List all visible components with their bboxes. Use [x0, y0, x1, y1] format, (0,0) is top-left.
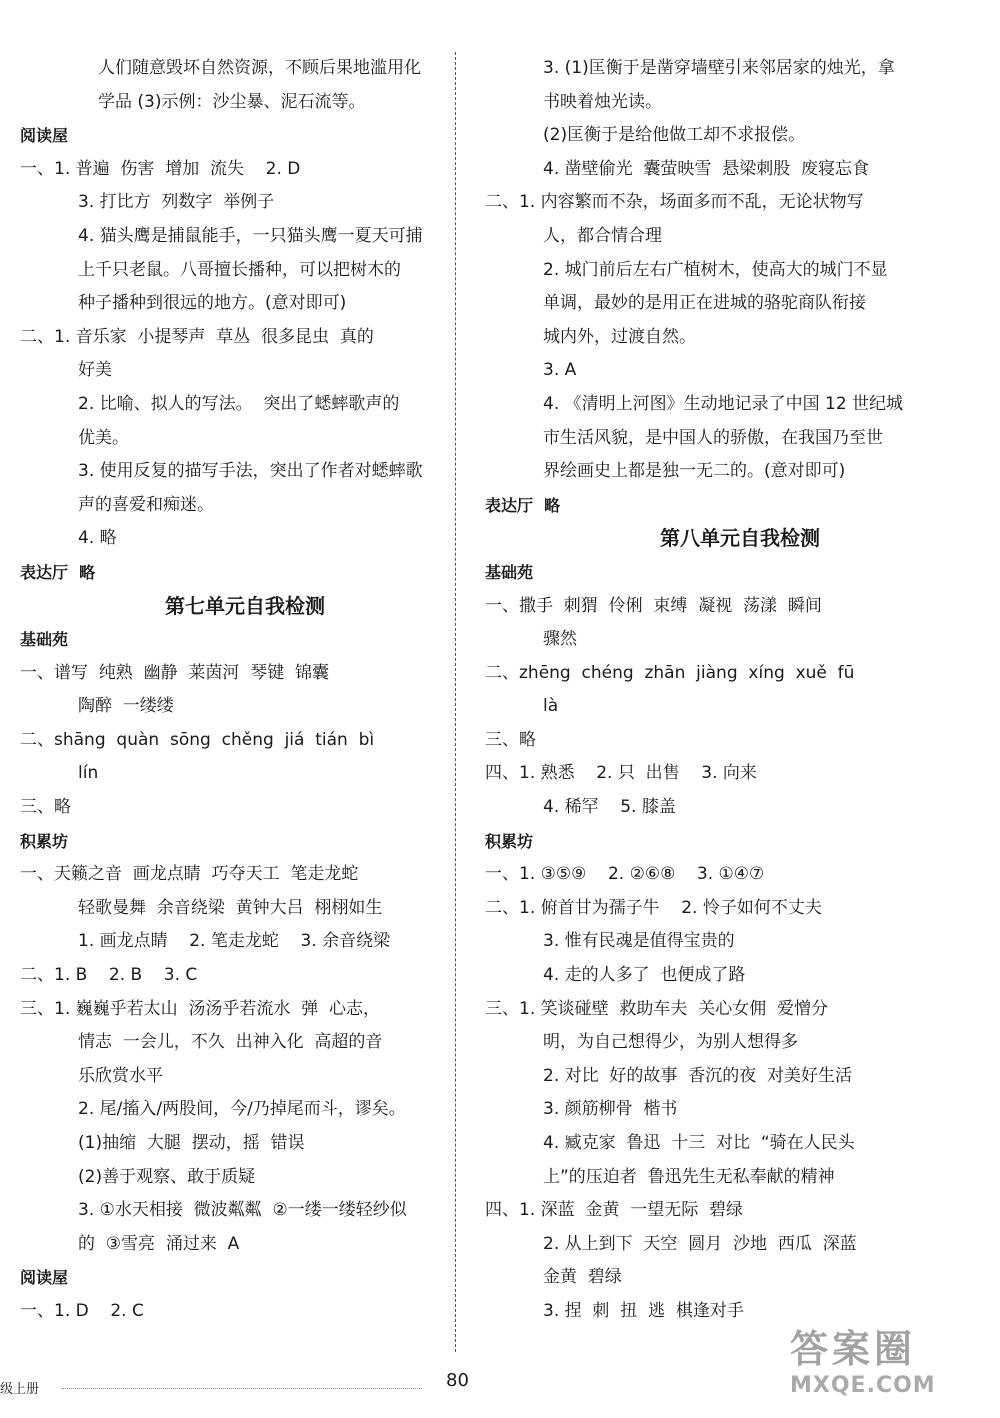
answer-line: 明，为自己想得少，为别人想得多	[543, 1032, 798, 1053]
section-heading: 积累坊	[20, 831, 69, 851]
section-heading: 阅读屋	[20, 1268, 69, 1288]
answer-line: là	[543, 696, 559, 717]
answer-line: 2. 城门前后左右广植树木，使高大的城门不显	[543, 259, 888, 280]
answer-line: 声的喜爱和痴迷。	[78, 494, 214, 515]
answer-line: 二、1. 俯首甘为孺子牛 2. 怜子如何不丈夫	[485, 897, 822, 918]
answer-line: 三、1. 巍巍乎若太山 汤汤乎若流水 弹 心志，	[20, 998, 381, 1019]
section-heading: 表达厅 略	[485, 495, 561, 515]
answer-line: 3. 捏 刺 扭 逃 棋逢对手	[543, 1300, 744, 1321]
answer-line: 市生活风貌，是中国人的骄傲，在我国乃至世	[543, 427, 883, 448]
answer-line: 4. 猫头鹰是捕鼠能手，一只猫头鹰一夏天可捕	[78, 225, 423, 246]
answer-line: 三、略	[485, 729, 536, 750]
answer-line: 4. 《清明上河图》生动地记录了中国 12 世纪城	[543, 393, 904, 414]
answer-line: 2. 比喻、拟人的写法。 突出了蟋蟀歌声的	[78, 393, 400, 414]
answer-line: 2. 对比 好的故事 香沉的夜 对美好生活	[543, 1065, 853, 1086]
answer-line: 二、zhēng chéng zhān jiàng xíng xuě fū	[485, 662, 855, 683]
answer-line: 2. 尾/搐入/两股间，今/乃掉尾而斗，谬矣。	[78, 1099, 406, 1120]
answer-line: 3. A	[543, 360, 577, 381]
section-heading: 积累坊	[485, 831, 534, 851]
footer-grade-label: 级上册	[0, 1382, 40, 1397]
answer-line: 二、1. 内容繁而不杂，场面多而不乱，无论状物写	[485, 192, 864, 213]
unit-title: 第八单元自我检测	[660, 526, 820, 551]
column-divider	[455, 52, 456, 1352]
answer-line: 3. 惟有民魂是值得宝贵的	[543, 931, 735, 952]
answer-line: (2)善于观察、敢于质疑	[78, 1166, 256, 1187]
left-column	[20, 52, 440, 1329]
answer-line: 人，都合情合理	[543, 225, 662, 246]
section-heading: 基础苑	[20, 630, 69, 650]
answer-line: 一、1. D 2. C	[20, 1300, 144, 1321]
section-heading: 阅读屋	[20, 126, 69, 146]
answer-line: 3. 颜筋柳骨 楷书	[543, 1099, 678, 1120]
answer-line: 的 ③雪亮 涌过来 A	[78, 1233, 240, 1254]
answer-line: 二、1. 音乐家 小提琴声 草丛 很多昆虫 真的	[20, 326, 374, 347]
answer-line: 乐欣赏水平	[78, 1065, 163, 1086]
footer-dotted-rule	[62, 1388, 422, 1389]
answer-line: 4. 略	[78, 528, 117, 549]
answer-line: 三、略	[20, 797, 71, 818]
answer-line: 城内外，过渡自然。	[543, 326, 696, 347]
answer-line: 单调，最妙的是用正在进城的骆驼商队衔接	[543, 293, 866, 314]
answer-line: 陶醉 一缕缕	[78, 696, 174, 717]
answer-line: 3. 使用反复的描写手法，突出了作者对蟋蟀歌	[78, 461, 423, 482]
watermark	[790, 1318, 990, 1408]
watermark-url: MXQE.COM	[790, 1373, 936, 1398]
answer-line: 3. ①水天相接 微波粼粼 ②一缕一缕轻纱似	[78, 1200, 407, 1221]
answer-line: 书映着烛光读。	[543, 91, 662, 112]
answer-line: 4. 臧克家 鲁迅 十三 对比 “骑在人民头	[543, 1133, 855, 1153]
answer-line: 优美。	[78, 427, 129, 448]
answer-line: 骤然	[543, 629, 577, 650]
answer-line: 3. (1)匡衡于是凿穿墙壁引来邻居家的烛光，拿	[543, 58, 895, 78]
answer-line: 二、shāng quàn sōng chěng jiá tián bì	[20, 729, 375, 750]
answer-line: 3. 打比方 列数字 举例子	[78, 192, 275, 213]
section-heading: 表达厅 略	[20, 562, 96, 582]
answer-line: 轻歌曼舞 余音绕梁 黄钟大吕 栩栩如生	[78, 897, 383, 918]
answer-line: 四、1. 熟悉 2. 只 出售 3. 向来	[485, 763, 757, 784]
answer-line: 上”的压迫者 鲁迅先生无私奉献的精神	[543, 1166, 835, 1187]
answer-line: 上千只老鼠。八哥擅长播种，可以把树木的	[78, 259, 401, 280]
answer-line: 一、1. ③⑤⑨ 2. ②⑥⑧ 3. ①④⑦	[485, 864, 765, 885]
unit-title: 第七单元自我检测	[165, 593, 325, 618]
answer-line: 2. 从上到下 天空 圆月 沙地 西瓜 深蓝	[543, 1233, 857, 1254]
answer-line: (1)抽缩 大腿 摆动，摇 错误	[78, 1133, 305, 1153]
answer-line: 种子播种到很远的地方。(意对即可)	[78, 293, 347, 314]
answer-line: 4. 凿壁偷光 囊萤映雪 悬梁刺股 废寝忘食	[543, 158, 870, 179]
answer-line: 一、天籁之音 画龙点睛 巧夺天工 笔走龙蛇	[20, 864, 359, 885]
answer-line: 情志 一会儿，不久 出神入化 高超的音	[78, 1032, 383, 1053]
answer-line: 4. 稀罕 5. 膝盖	[543, 797, 676, 818]
answer-line: 金黄 碧绿	[543, 1267, 622, 1288]
answer-line: (2)匡衡于是给他做工却不求报偿。	[543, 125, 806, 146]
right-column	[485, 52, 965, 1329]
answer-line: 一、谱写 纯熟 幽静 莱茵河 琴键 锦囊	[20, 662, 330, 683]
page-number: 80	[446, 1370, 469, 1391]
answer-line: 四、1. 深蓝 金黄 一望无际 碧绿	[485, 1200, 744, 1221]
answer-line: 4. 走的人多了 也便成了路	[543, 965, 746, 986]
answer-line: 一、撒手 刺猬 伶俐 束缚 凝视 荡漾 瞬间	[485, 595, 822, 616]
answer-line: lín	[78, 763, 99, 784]
answer-line: 学品 (3)示例：沙尘暴、泥石流等。	[98, 91, 366, 112]
answer-line: 好美	[78, 360, 112, 381]
answer-line: 人们随意毁坏自然资源，不顾后果地滥用化	[98, 58, 421, 78]
answer-line: 1. 画龙点睛 2. 笔走龙蛇 3. 余音绕梁	[78, 931, 391, 952]
answer-line: 界绘画史上都是独一无二的。(意对即可)	[543, 461, 846, 482]
answer-line: 三、1. 笑谈碰壁 救助车夫 关心女佣 爱憎分	[485, 998, 829, 1019]
section-heading: 基础苑	[485, 562, 534, 582]
answer-line: 一、1. 普遍 伤害 增加 流失 2. D	[20, 158, 301, 179]
watermark-logo: 答案圈	[790, 1327, 917, 1371]
answer-line: 二、1. B 2. B 3. C	[20, 965, 198, 986]
